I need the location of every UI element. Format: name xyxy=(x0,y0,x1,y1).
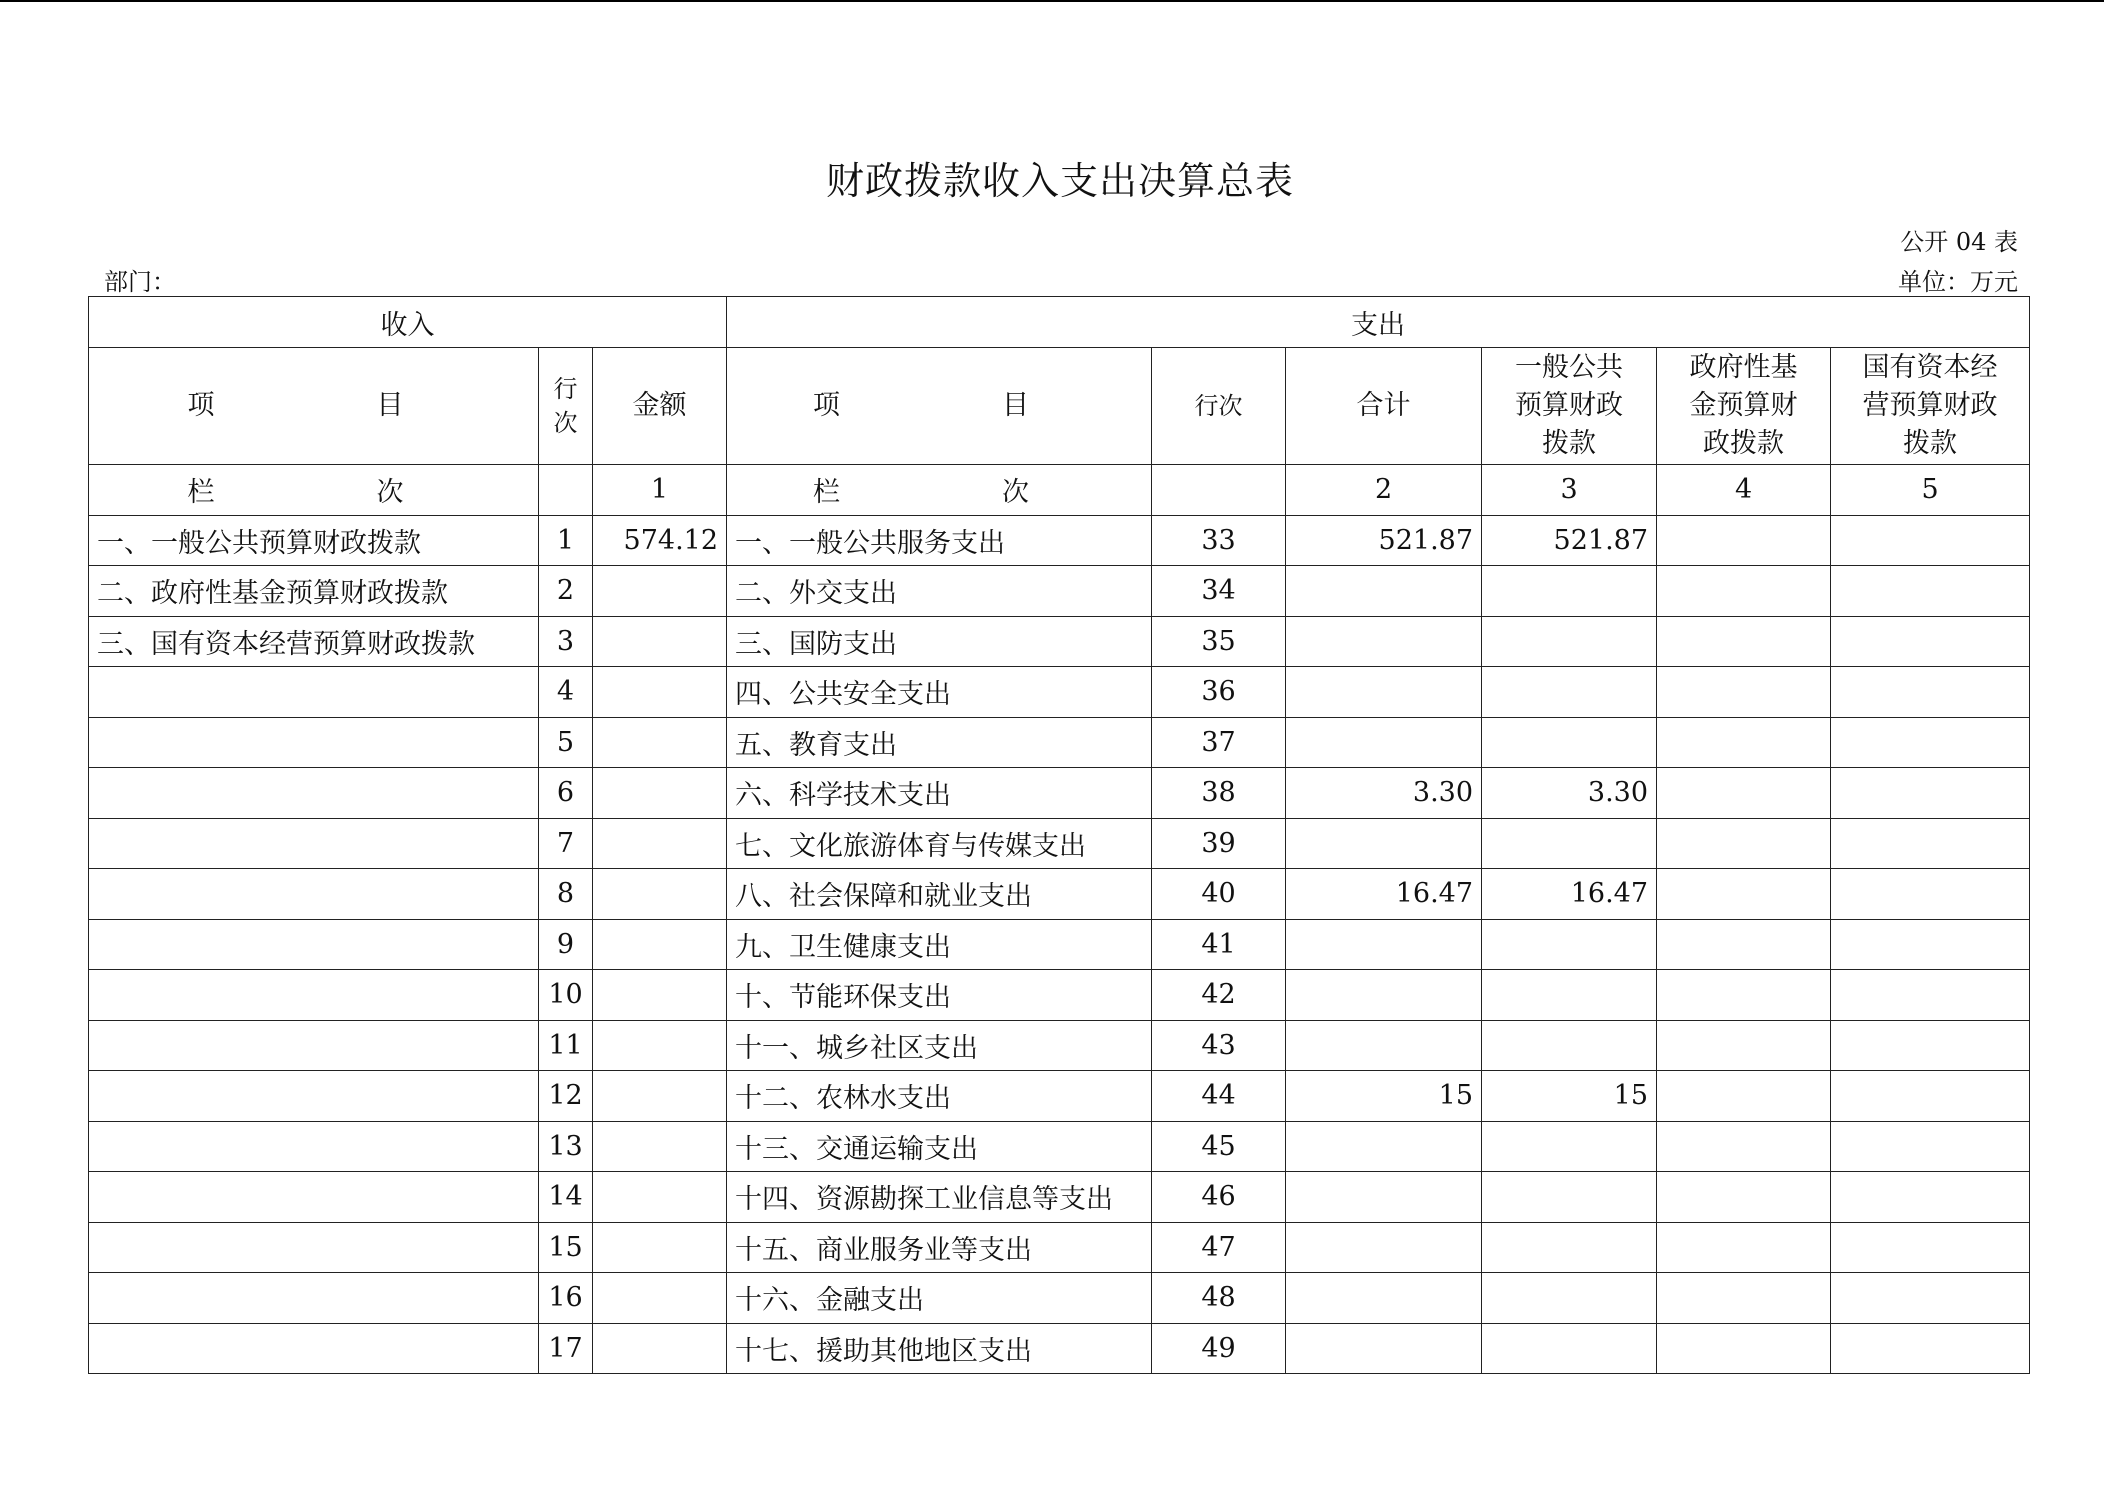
expense-lanci-blank xyxy=(1152,465,1286,516)
header-row-columns xyxy=(89,348,2030,465)
state-capital-cell xyxy=(1831,970,2030,1021)
table-row xyxy=(89,1273,2030,1324)
general-budget-cell: 15 xyxy=(1482,1071,1657,1122)
expense-item-cell: 四、公共安全支出 xyxy=(727,667,1152,718)
income-item-cell xyxy=(89,768,539,819)
total-cell: 15 xyxy=(1286,1071,1482,1122)
total-cell xyxy=(1286,1222,1482,1273)
state-capital-cell xyxy=(1831,566,2030,617)
expense-line-cell: 43 xyxy=(1152,1020,1286,1071)
amount-header: 金额 xyxy=(593,348,727,465)
general-budget-cell xyxy=(1482,717,1657,768)
gov-fund-cell xyxy=(1657,1121,1831,1172)
income-line-cell: 17 xyxy=(539,1323,593,1374)
income-item-cell xyxy=(89,1222,539,1273)
expense-item-cell: 五、教育支出 xyxy=(727,717,1152,768)
general-budget-header: 一般公共预算财政拨款 xyxy=(1482,348,1657,465)
department-label: 部门： xyxy=(104,268,176,296)
income-line-cell: 5 xyxy=(539,717,593,768)
income-line-cell: 11 xyxy=(539,1020,593,1071)
income-line-cell: 10 xyxy=(539,970,593,1021)
expense-line-cell: 48 xyxy=(1152,1273,1286,1324)
expense-line-cell: 45 xyxy=(1152,1121,1286,1172)
income-line-cell: 2 xyxy=(539,566,593,617)
amount-cell xyxy=(593,768,727,819)
table-row xyxy=(89,515,2030,566)
income-line-cell: 6 xyxy=(539,768,593,819)
expense-line-cell: 46 xyxy=(1152,1172,1286,1223)
expense-item-cell: 一、一般公共服务支出 xyxy=(727,515,1152,566)
expense-line-cell: 47 xyxy=(1152,1222,1286,1273)
expense-line-cell: 37 xyxy=(1152,717,1286,768)
expense-section-header: 支出 xyxy=(727,297,2030,348)
gov-fund-cell xyxy=(1657,1020,1831,1071)
amount-cell: 574.12 xyxy=(593,515,727,566)
income-item-cell xyxy=(89,1020,539,1071)
income-section-header: 收入 xyxy=(89,297,727,348)
expense-line-cell: 44 xyxy=(1152,1071,1286,1122)
expense-line-header: 行次 xyxy=(1152,348,1286,465)
gov-fund-cell xyxy=(1657,616,1831,667)
total-cell: 3.30 xyxy=(1286,768,1482,819)
amount-cell xyxy=(593,919,727,970)
general-budget-cell: 16.47 xyxy=(1482,869,1657,920)
gov-fund-header: 政府性基金预算财政拨款 xyxy=(1657,348,1831,465)
general-budget-cell xyxy=(1482,667,1657,718)
expense-item-cell: 十四、资源勘探工业信息等支出 xyxy=(727,1172,1152,1223)
income-item-cell xyxy=(89,1172,539,1223)
state-capital-cell xyxy=(1831,1222,2030,1273)
total-cell xyxy=(1286,616,1482,667)
income-item-cell xyxy=(89,1323,539,1374)
expense-item-cell: 十一、城乡社区支出 xyxy=(727,1020,1152,1071)
income-line-cell: 15 xyxy=(539,1222,593,1273)
table-row xyxy=(89,1020,2030,1071)
table-row xyxy=(89,970,2030,1021)
table-row xyxy=(89,1172,2030,1223)
income-item-cell xyxy=(89,1273,539,1324)
income-line-cell: 1 xyxy=(539,515,593,566)
income-line-cell: 14 xyxy=(539,1172,593,1223)
income-item-cell: 一、一般公共预算财政拨款 xyxy=(89,515,539,566)
amount-cell xyxy=(593,1071,727,1122)
col-index-4: 4 xyxy=(1657,465,1831,516)
table-row xyxy=(89,1323,2030,1374)
expense-line-cell: 35 xyxy=(1152,616,1286,667)
amount-cell xyxy=(593,717,727,768)
col-index-2: 2 xyxy=(1286,465,1482,516)
gov-fund-cell xyxy=(1657,1273,1831,1324)
total-cell xyxy=(1286,818,1482,869)
general-budget-cell xyxy=(1482,566,1657,617)
income-line-cell: 8 xyxy=(539,869,593,920)
general-budget-cell xyxy=(1482,1172,1657,1223)
expense-item-header: 项 目 xyxy=(727,348,1152,465)
total-cell xyxy=(1286,1273,1482,1324)
total-cell xyxy=(1286,919,1482,970)
amount-cell xyxy=(593,1172,727,1223)
table-row xyxy=(89,818,2030,869)
general-budget-cell xyxy=(1482,1273,1657,1324)
expense-item-cell: 七、文化旅游体育与传媒支出 xyxy=(727,818,1152,869)
state-capital-cell xyxy=(1831,616,2030,667)
state-capital-cell xyxy=(1831,869,2030,920)
general-budget-cell xyxy=(1482,1020,1657,1071)
page-top-border xyxy=(0,0,2104,2)
expense-item-cell: 二、外交支出 xyxy=(727,566,1152,617)
expense-item-cell: 十七、援助其他地区支出 xyxy=(727,1323,1152,1374)
form-number: 公开 04 表 xyxy=(1900,228,2018,256)
general-budget-cell xyxy=(1482,970,1657,1021)
total-header: 合计 xyxy=(1286,348,1482,465)
state-capital-cell xyxy=(1831,768,2030,819)
expense-item-cell: 六、科学技术支出 xyxy=(727,768,1152,819)
income-line-cell: 12 xyxy=(539,1071,593,1122)
expense-item-cell: 八、社会保障和就业支出 xyxy=(727,869,1152,920)
expense-line-cell: 34 xyxy=(1152,566,1286,617)
expense-line-cell: 40 xyxy=(1152,869,1286,920)
amount-cell xyxy=(593,970,727,1021)
gov-fund-cell xyxy=(1657,667,1831,718)
total-cell xyxy=(1286,1323,1482,1374)
expense-line-cell: 36 xyxy=(1152,667,1286,718)
amount-cell xyxy=(593,869,727,920)
general-budget-cell xyxy=(1482,1323,1657,1374)
general-budget-cell xyxy=(1482,616,1657,667)
amount-cell xyxy=(593,818,727,869)
state-capital-cell xyxy=(1831,717,2030,768)
income-item-cell: 三、国有资本经营预算财政拨款 xyxy=(89,616,539,667)
income-item-cell xyxy=(89,1071,539,1122)
state-capital-cell xyxy=(1831,1323,2030,1374)
income-item-cell xyxy=(89,1121,539,1172)
expense-item-cell: 十五、商业服务业等支出 xyxy=(727,1222,1152,1273)
budget-table xyxy=(88,296,2030,1374)
expense-item-cell: 九、卫生健康支出 xyxy=(727,919,1152,970)
income-line-header-text: 行次 xyxy=(553,375,578,437)
state-capital-cell xyxy=(1831,667,2030,718)
col-index-1: 1 xyxy=(593,465,727,516)
gov-fund-cell xyxy=(1657,818,1831,869)
amount-cell xyxy=(593,1323,727,1374)
table-row xyxy=(89,768,2030,819)
expense-line-cell: 39 xyxy=(1152,818,1286,869)
amount-cell xyxy=(593,1121,727,1172)
state-capital-cell xyxy=(1831,515,2030,566)
general-budget-cell: 3.30 xyxy=(1482,768,1657,819)
gov-fund-cell xyxy=(1657,566,1831,617)
expense-line-cell: 42 xyxy=(1152,970,1286,1021)
gov-fund-cell xyxy=(1657,717,1831,768)
income-item-cell xyxy=(89,869,539,920)
income-item-cell xyxy=(89,818,539,869)
income-lanci-blank xyxy=(539,465,593,516)
income-line-cell: 7 xyxy=(539,818,593,869)
total-cell xyxy=(1286,1121,1482,1172)
income-item-cell xyxy=(89,667,539,718)
income-item-header: 项 目 xyxy=(89,348,539,465)
total-cell: 16.47 xyxy=(1286,869,1482,920)
general-budget-cell xyxy=(1482,1121,1657,1172)
state-capital-header: 国有资本经营预算财政拨款 xyxy=(1831,348,2030,465)
table-row xyxy=(89,1222,2030,1273)
income-item-cell xyxy=(89,717,539,768)
income-lanci-label: 栏 次 xyxy=(89,465,539,516)
column-index-row xyxy=(89,465,2030,516)
total-cell xyxy=(1286,667,1482,718)
total-cell: 521.87 xyxy=(1286,515,1482,566)
gov-fund-cell xyxy=(1657,1071,1831,1122)
gov-fund-cell xyxy=(1657,970,1831,1021)
state-capital-cell xyxy=(1831,1273,2030,1324)
table-row xyxy=(89,717,2030,768)
amount-cell xyxy=(593,1020,727,1071)
expense-line-cell: 41 xyxy=(1152,919,1286,970)
table-row xyxy=(89,566,2030,617)
total-cell xyxy=(1286,566,1482,617)
amount-cell xyxy=(593,667,727,718)
gov-fund-cell xyxy=(1657,1172,1831,1223)
income-item-cell: 二、政府性基金预算财政拨款 xyxy=(89,566,539,617)
amount-cell xyxy=(593,1273,727,1324)
expense-item-cell: 十六、金融支出 xyxy=(727,1273,1152,1324)
total-cell xyxy=(1286,717,1482,768)
expense-line-cell: 49 xyxy=(1152,1323,1286,1374)
income-item-cell xyxy=(89,919,539,970)
gov-fund-cell xyxy=(1657,1222,1831,1273)
table-row xyxy=(89,919,2030,970)
state-capital-cell xyxy=(1831,1071,2030,1122)
gov-fund-cell xyxy=(1657,869,1831,920)
amount-cell xyxy=(593,1222,727,1273)
income-item-cell xyxy=(89,970,539,1021)
income-line-cell: 13 xyxy=(539,1121,593,1172)
gov-fund-cell xyxy=(1657,768,1831,819)
table-row xyxy=(89,1121,2030,1172)
general-budget-cell xyxy=(1482,818,1657,869)
state-capital-cell xyxy=(1831,1121,2030,1172)
state-capital-cell xyxy=(1831,919,2030,970)
income-line-cell: 16 xyxy=(539,1273,593,1324)
amount-cell xyxy=(593,566,727,617)
unit-label: 单位：万元 xyxy=(1898,268,2018,296)
total-cell xyxy=(1286,1020,1482,1071)
expense-item-cell: 十二、农林水支出 xyxy=(727,1071,1152,1122)
table-row xyxy=(89,869,2030,920)
amount-cell xyxy=(593,616,727,667)
expense-item-cell: 十三、交通运输支出 xyxy=(727,1121,1152,1172)
income-line-cell: 4 xyxy=(539,667,593,718)
state-capital-cell xyxy=(1831,1172,2030,1223)
income-line-cell: 9 xyxy=(539,919,593,970)
col-index-5: 5 xyxy=(1831,465,2030,516)
income-line-cell: 3 xyxy=(539,616,593,667)
general-budget-cell xyxy=(1482,919,1657,970)
gov-fund-cell xyxy=(1657,1323,1831,1374)
general-budget-cell xyxy=(1482,1222,1657,1273)
col-index-3: 3 xyxy=(1482,465,1657,516)
income-line-header xyxy=(539,348,593,465)
page-title: 财政拨款收入支出决算总表 xyxy=(825,159,1294,203)
state-capital-cell xyxy=(1831,1020,2030,1071)
gov-fund-cell xyxy=(1657,515,1831,566)
table-row xyxy=(89,616,2030,667)
expense-line-cell: 33 xyxy=(1152,515,1286,566)
expense-item-cell: 十、节能环保支出 xyxy=(727,970,1152,1021)
header-row-sections xyxy=(89,297,2030,348)
table-row xyxy=(89,667,2030,718)
general-budget-cell: 521.87 xyxy=(1482,515,1657,566)
table-row xyxy=(89,1071,2030,1122)
gov-fund-cell xyxy=(1657,919,1831,970)
total-cell xyxy=(1286,1172,1482,1223)
expense-lanci-label: 栏 次 xyxy=(727,465,1152,516)
expense-item-cell: 三、国防支出 xyxy=(727,616,1152,667)
total-cell xyxy=(1286,970,1482,1021)
state-capital-cell xyxy=(1831,818,2030,869)
expense-line-cell: 38 xyxy=(1152,768,1286,819)
